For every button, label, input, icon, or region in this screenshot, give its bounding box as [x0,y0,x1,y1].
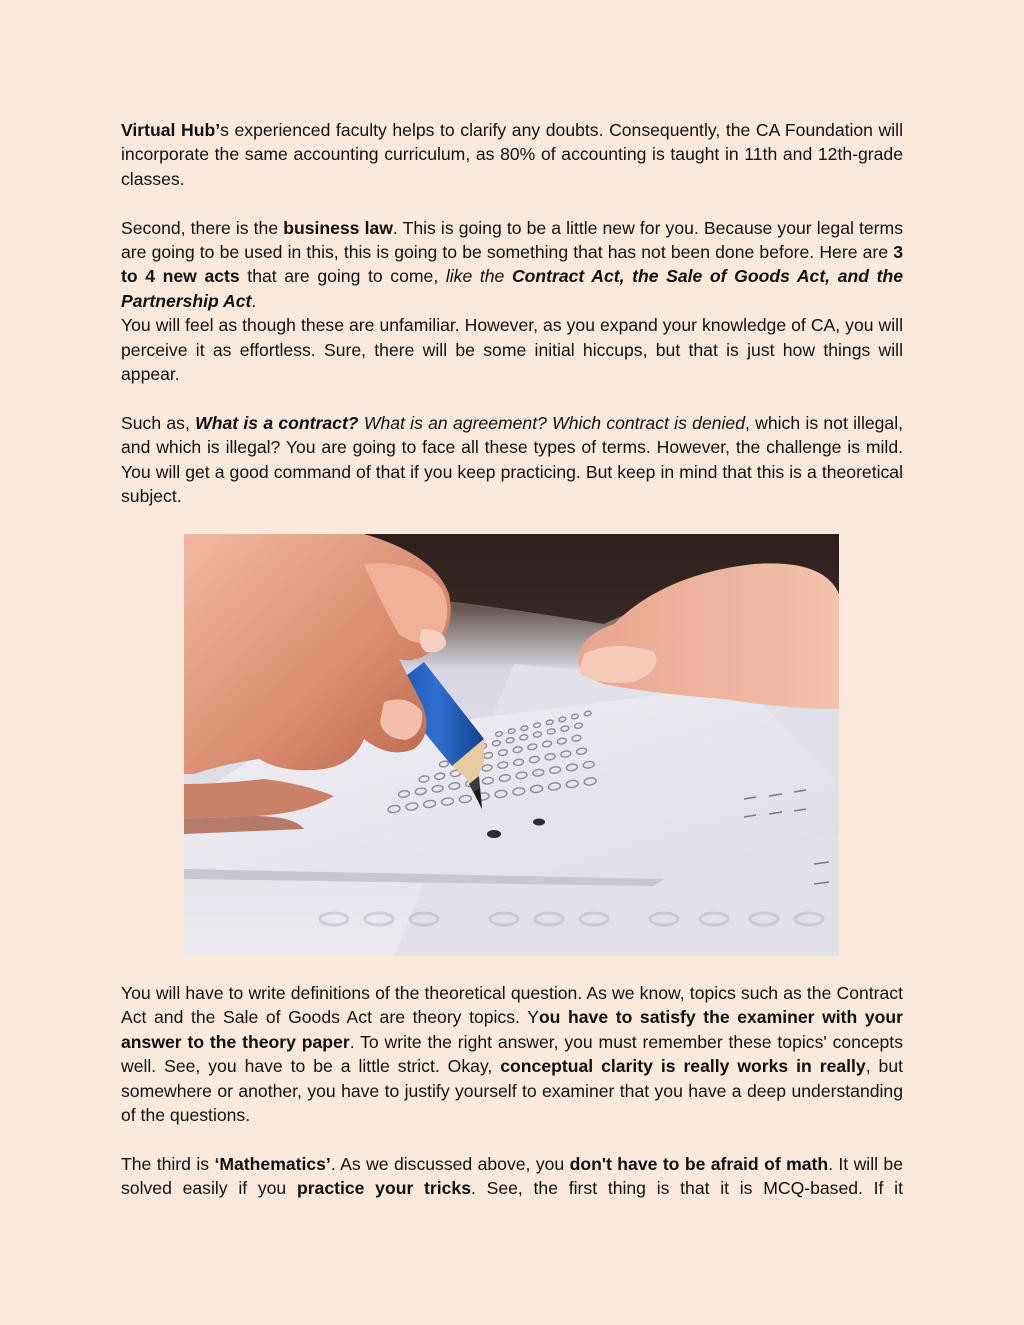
math-fear-emphasis: don't have to be afraid of math [569,1153,829,1174]
mathematics-term: ‘Mathematics’ [214,1153,331,1174]
brand-name: Virtual Hub’ [121,120,221,140]
document-body-lower [121,981,903,1201]
new-acts-count: 3 to 4 new acts [121,242,903,287]
contract-question: What is a contract? [195,412,359,433]
clarity-emphasis: conceptual clarity is really works in really [500,1056,866,1077]
business-law-term: business law [283,217,393,238]
paragraph-contract-questions: Such as, What is a contract? What is an agreement? Which contract is denied, which is not illegal, and which is illegal? You are going to face all these types of terms. However, the challenge is mild. You will get a good command of that if you keep practicing. But keep in mind that this is a theoretical subject. [121,412,904,507]
hand-writing-exam-image [184,534,839,956]
paragraph-mathematics: The third is ‘Mathematics’. As we discussed above, you don't have to be afraid of math. It will be solved easily if you practice your tricks. See, the first thing is that it is MCQ-based. If it [121,1153,903,1199]
exam-photo [184,534,839,956]
paragraph-business-law: Second, there is the business law. This is going to be a little new for you. Because your legal terms are going to be used in this, this is going to be something that has not been done before. Here are 3 to 4 new acts that are going to come, like the Contract Act, the Sale of Goods Act, and the Partnership Act. [121,217,903,311]
paragraph-intro: Virtual Hub’s experienced faculty helps to clarify any doubts. Consequently, the CA Foundation will incorporate the same accounting curriculum, as 80% of accounting is taught in 11th and 12th-grade classes. [121,120,903,189]
paragraph-unfamiliar: You will feel as though these are unfamiliar. However, as you expand your knowledge of CA, you will perceive it as effortless. Sure, there will be some initial hiccups, but that is just how things will appear. [121,315,903,385]
paragraph-theory: You will have to write definitions of the theoretical question. As we know, topics such as the Contract Act and the Sale of Goods Act are theory topics. You have to satisfy the examiner with your answer to the theory paper. To write the right answer, you must remember these topics' concepts well. See, you have to be a little strict. Okay, conceptual clarity is really works in really, but somewhere or another, you have to justify yourself to examiner that you have a deep understanding of the questions. [121,983,904,1126]
document-body [121,118,903,508]
acts-list: Contract Act, the Sale of Goods Act, and the Partnership Act [121,266,903,311]
examiner-emphasis: ou have to satisfy the examiner with your answer to the theory paper [121,1007,903,1052]
tricks-emphasis: practice your tricks [296,1178,471,1199]
